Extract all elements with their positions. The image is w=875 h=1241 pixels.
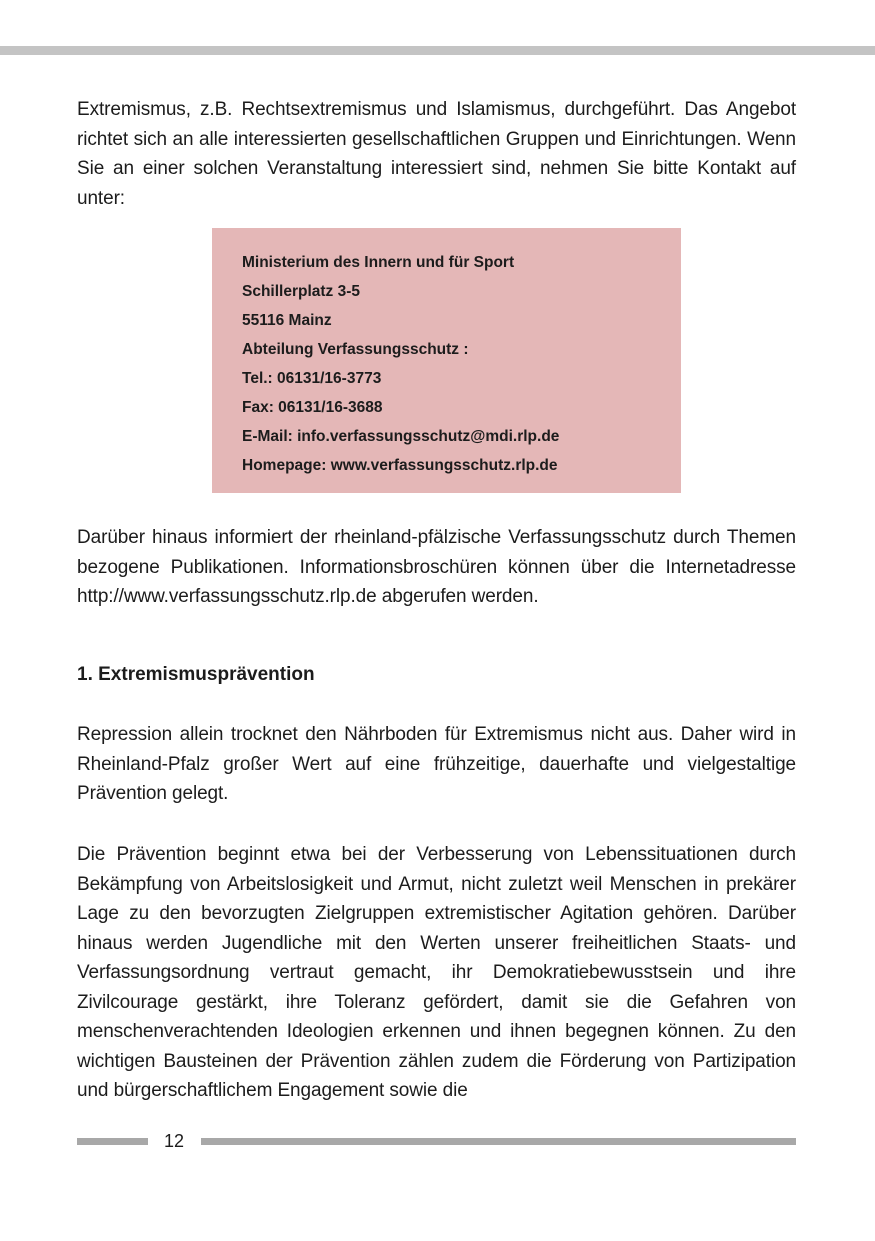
top-rule: [0, 46, 875, 55]
prevention-paragraph: Die Prävention beginnt etwa bei der Verbesserung von Lebenssituationen durch Bekämpfung von Arbeitslosigkeit und Armut, nicht zuletzt weil Menschen in prekärer Lage zu den bevorzugten Zielgruppen extremistischer Agitation gehören. Darüber hinaus werden Jugendliche mit den Werten unserer freiheitlichen Staats- und Verfassungsordnung vertraut gemacht, ihr Demokratiebewusstsein und ihre Zivilcourage gestärkt, ihre Toleranz gefördert, damit sie die Gefahren von menschenverachtenden Ideologien erkennen und ihnen begegnen können. Zu den wichtigen Bausteinen der Prävention zählen zudem die Förderung von Partizipation und bürgerschaftlichem Engagement sowie die: [77, 844, 796, 1101]
footer-rule-left: [77, 1138, 148, 1145]
contact-homepage: Homepage: www.verfassungsschutz.rlp.de: [242, 457, 558, 474]
contact-fax: Fax: 06131/16-3688: [242, 399, 383, 416]
publications-paragraph: Darüber hinaus informiert der rheinland-pfälzische Verfassungsschutz durch Themen bezogene Publikationen. Informationsbroschüren können über die Internetadresse http://www.verfassungsschutz.rlp.de abgerufen werden.: [77, 527, 796, 607]
page-number: 12: [163, 1131, 185, 1151]
intro-paragraph: Extremismus, z.B. Rechtsextremismus und Islamismus, durchgeführt. Das Angebot richtet sich an alle interessierten gesellschaftlichen Gruppen und Einrichtungen. Wenn Sie an einer solchen Veranstaltung interessiert sind, nehmen Sie bitte Kontakt auf unter:: [77, 99, 796, 209]
contact-department: Abteilung Verfassungsschutz :: [242, 341, 469, 358]
contact-phone: Tel.: 06131/16-3773: [242, 370, 382, 387]
contact-email: E-Mail: info.verfassungsschutz@mdi.rlp.de: [242, 428, 560, 445]
contact-box: [212, 228, 681, 493]
contact-city: 55116 Mainz: [242, 312, 332, 329]
footer-rule-right: [201, 1138, 796, 1145]
repression-paragraph: Repression allein trocknet den Nährboden für Extremismus nicht aus. Daher wird in Rheinland-Pfalz großer Wert auf eine frühzeitige, dauerhafte und vielgestaltige Prävention gelegt.: [77, 724, 796, 804]
contact-ministry: Ministerium des Innern und für Sport: [242, 254, 515, 271]
section-heading: 1. Extremismusprävention: [77, 664, 315, 685]
contact-street: Schillerplatz 3-5: [242, 283, 361, 300]
